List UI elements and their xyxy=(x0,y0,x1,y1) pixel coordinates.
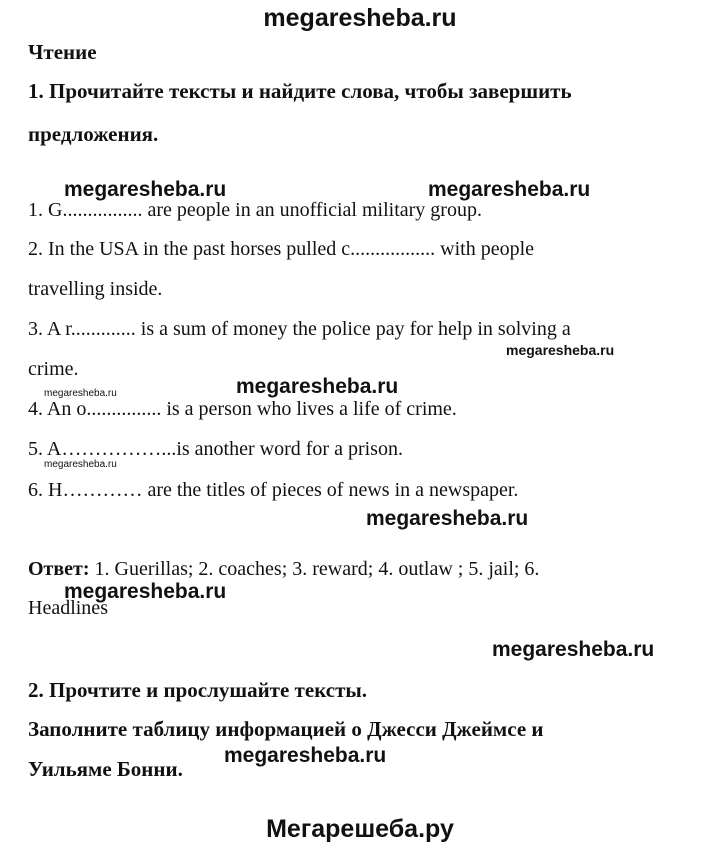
exercise-item: 6. H………… are the titles of pieces of news in a newspaper. xyxy=(28,479,519,501)
task1-instruction-line2: предложения. xyxy=(28,122,159,146)
site-header: megaresheba.ru xyxy=(263,4,457,32)
watermark: megaresheba.ru xyxy=(44,459,117,470)
exercise-item: travelling inside. xyxy=(28,278,163,300)
watermark: megaresheba.ru xyxy=(224,744,387,767)
task2-line1: 2. Прочтите и прослушайте тексты. xyxy=(28,678,368,702)
watermark: megaresheba.ru xyxy=(64,580,227,603)
exercise-item: 1. G................ are people in an unofficial military group. xyxy=(28,199,482,221)
watermark: megaresheba.ru xyxy=(366,507,529,530)
site-footer: Мегарешеба.ру xyxy=(266,815,454,843)
exercise-item: 5. A……………...is another word for a prison. xyxy=(28,438,403,460)
watermark: megaresheba.ru xyxy=(236,375,399,398)
task2-line3: Уильяме Бонни. xyxy=(28,757,183,781)
exercise-item: 2. In the USA in the past horses pulled c................. with people xyxy=(28,238,535,260)
answer-line-2: Headlines xyxy=(28,597,108,619)
section-title: Чтение xyxy=(28,40,97,64)
answer-text: 1. Guerillas; 2. coaches; 3. reward; 4. outlaw ; 5. jail; 6. xyxy=(89,558,540,580)
watermark: megaresheba.ru xyxy=(64,178,227,201)
exercise-item: 3. A r............. is a sum of money the police pay for help in solving a xyxy=(28,318,571,340)
task2-line2: Заполните таблицу информацией о Джесси Джеймсе и xyxy=(28,717,544,741)
watermark: megaresheba.ru xyxy=(506,342,615,358)
watermark: megaresheba.ru xyxy=(428,178,591,201)
exercise-item: crime. xyxy=(28,358,79,380)
watermark: megaresheba.ru xyxy=(44,388,117,399)
answer-line xyxy=(28,558,539,581)
exercise-item: 4. An o............... is a person who lives a life of crime. xyxy=(28,398,457,420)
watermark: megaresheba.ru xyxy=(492,638,655,661)
answer-label: Ответ: xyxy=(28,558,90,580)
task1-instruction-line1: 1. Прочитайте тексты и найдите слова, чтобы завершить xyxy=(28,79,572,103)
